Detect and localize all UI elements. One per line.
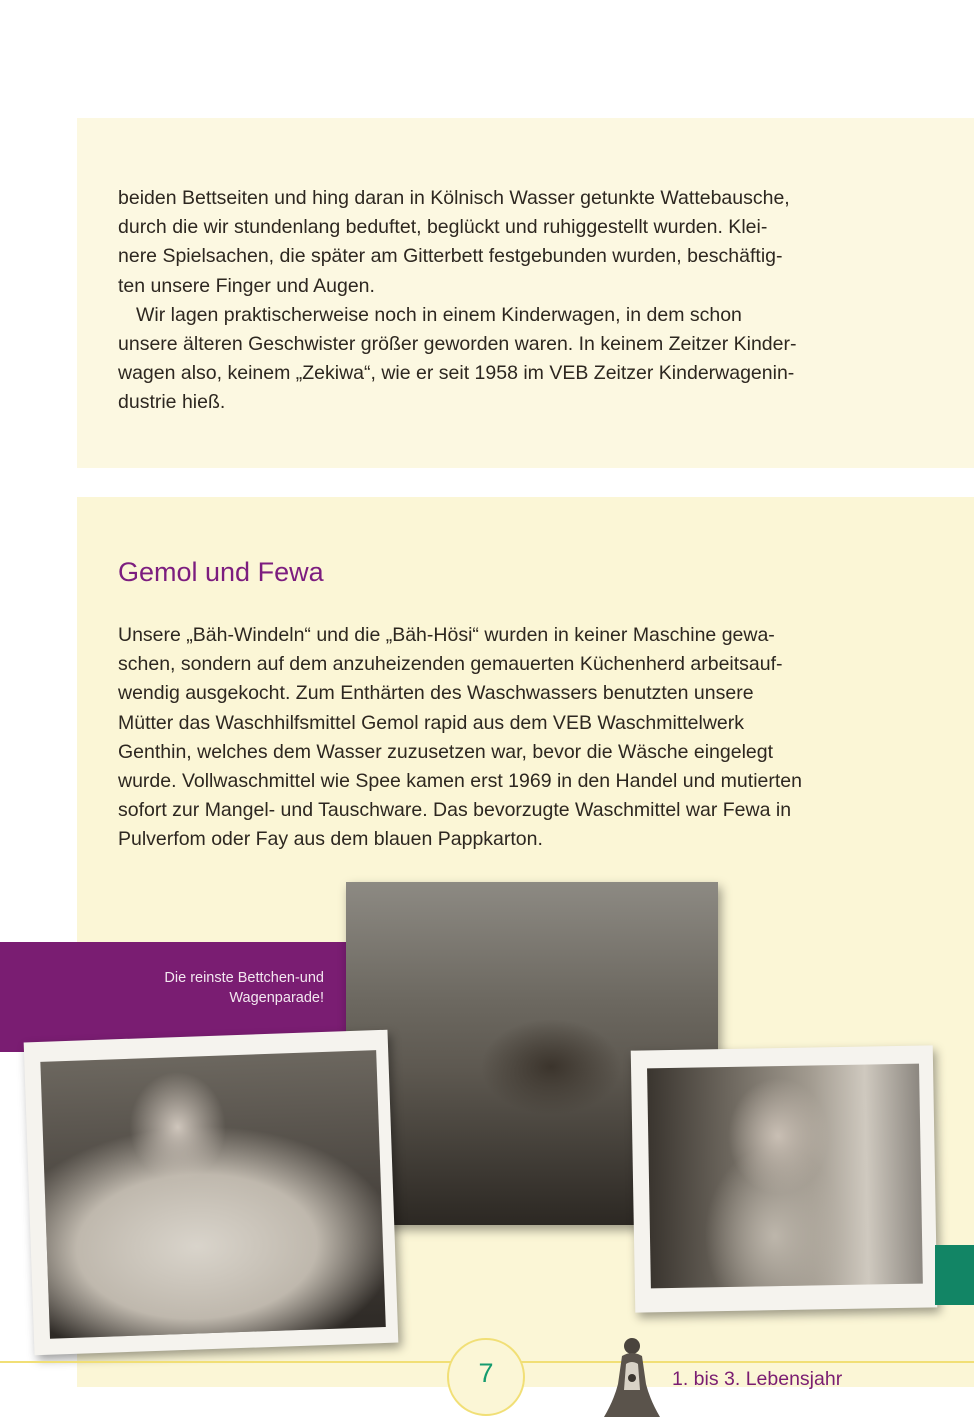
section-title: Gemol und Fewa xyxy=(118,557,324,587)
chapter-tab-marker xyxy=(935,1245,974,1305)
intro-text xyxy=(118,184,863,418)
chapter-label: 1. bis 3. Lebensjahr xyxy=(672,1368,843,1390)
photo-caption: Die reinste Bettchen-und Wagenparade! xyxy=(164,970,324,1006)
figurine-icon xyxy=(596,1334,668,1417)
page-number-badge xyxy=(447,1338,525,1416)
intro-paragraph-2: Wir lagen praktischerweise noch in einem Kinderwagen, in dem schon unsere älteren Geschwister größer geworden waren. In keinem Zeitzer Kinder- wagen also, keinem „Zekiwa“, wie er seit 1958 im VEB Zeitzer Kinderwagenin- dustrie hieß. xyxy=(118,303,797,414)
photo-baby-in-pram xyxy=(24,1030,399,1356)
section-paragraph: Unsere „Bäh-Windeln“ und die „Bäh-Hösi“ wurden in keiner Maschine gewa- schen, sondern auf dem anzuheizenden gemauerten Küchenherd arbeitsauf- wendig ausgekocht. Zum Enthärten des Waschwassers benutzten unsere Mütter das Waschhilfsmittel Gemol rapid aus dem VEB Waschmittelwerk Genthin, welches dem Wasser zuzusetzen war, bevor die Wäsche eingelegt wurde. Vollwaschmittel wie Spee kamen erst 1969 in den Handel und mutierten sofort zur Mangel- und Tauschware. Das bevorzugte Waschmittel war Fewa in Pulverfom oder Fay aus dem blauen Pappkarton. xyxy=(118,624,802,851)
photo-toddler-in-playpen xyxy=(631,1045,938,1312)
photo-image-playpen xyxy=(647,1064,923,1289)
section-text xyxy=(118,621,863,855)
photo-image-pram xyxy=(40,1050,385,1339)
page-number: 7 xyxy=(478,1358,494,1388)
intro-paragraph-1: beiden Bettseiten und hing daran in Kölnisch Wasser getunkte Wattebausche, durch die wir stundenlang beduftet, beglückt und ruhiggestellt wurden. Klei- nere Spielsachen, die später am Gitterbett festgebunden wurden, beschäftig- ten unsere Finger und Augen. xyxy=(118,187,790,297)
